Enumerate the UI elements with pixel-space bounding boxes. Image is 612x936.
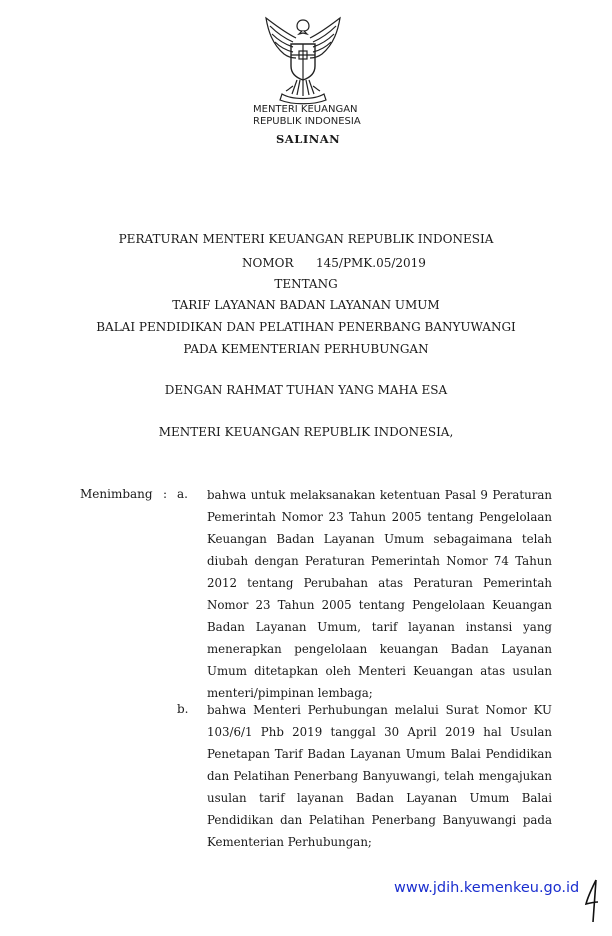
jdih-website-link[interactable]: www.jdih.kemenkeu.go.id — [394, 880, 580, 896]
issuer-line1: MENTERI KEUANGAN — [253, 104, 358, 115]
regulation-title: PERATURAN MENTERI KEUANGAN REPUBLIK INDONESIA — [118, 232, 494, 246]
nomor-value: 145/PMK.05/2019 — [316, 256, 426, 270]
handwritten-initial-mark — [582, 876, 604, 926]
copy-mark: SALINAN — [276, 132, 341, 146]
subject-line-1: TARIF LAYANAN BADAN LAYANAN UMUM — [172, 298, 440, 312]
garuda-emblem-icon — [262, 14, 344, 106]
consideration-item-b: bahwa Menteri Perhubungan melalui Surat Nomor KU 103/6/1 Phb 2019 tanggal 30 April 2019 hal Usulan Penetapan Tarif Badan Layanan Umum Balai Pendidikan dan Pelatihan Penerbang Banyuwangi, telah mengajukan usulan tarif layanan Badan Layanan Umum Balai Pendidikan dan Pelatihan Penerbang Banyuwangi pada Kementerian Perhubungan; — [207, 703, 552, 849]
menimbang-label: Menimbang — [80, 487, 153, 501]
consideration-item-a: bahwa untuk melaksanakan ketentuan Pasal 9 Peraturan Pemerintah Nomor 23 Tahun 2005 tentang Pengelolaan Keuangan Badan Layanan Umum sebagaimana telah diubah dengan Peraturan Pemerintah Nomor 74 Tahun 2012 tentang Perubahan atas Peraturan Pemerintah Nomor 23 Tahun 2005 tentang Pengelolaan Keuangan Badan Layanan Umum, tarif layanan instansi yang menerapkan pengelolaan keuangan Badan Layanan Umum ditetapkan oleh Menteri Keuangan atas usulan menteri/pimpinan lembaga; — [207, 488, 552, 700]
subject-line-3: PADA KEMENTERIAN PERHUBUNGAN — [183, 342, 429, 356]
tentang-heading: TENTANG — [274, 277, 338, 291]
issuer-line2: REPUBLIK INDONESIA — [253, 116, 361, 127]
item-a-marker: a. — [177, 487, 188, 501]
invocation: DENGAN RAHMAT TUHAN YANG MAHA ESA — [164, 383, 448, 397]
authority-line: MENTERI KEUANGAN REPUBLIK INDONESIA, — [158, 425, 454, 439]
item-b-marker: b. — [177, 702, 189, 716]
menimbang-colon: : — [163, 487, 168, 501]
subject-line-2: BALAI PENDIDIKAN DAN PELATIHAN PENERBANG BANYUWANGI — [96, 320, 516, 334]
issuer-block — [253, 104, 383, 128]
nomor-label: NOMOR — [242, 256, 294, 270]
